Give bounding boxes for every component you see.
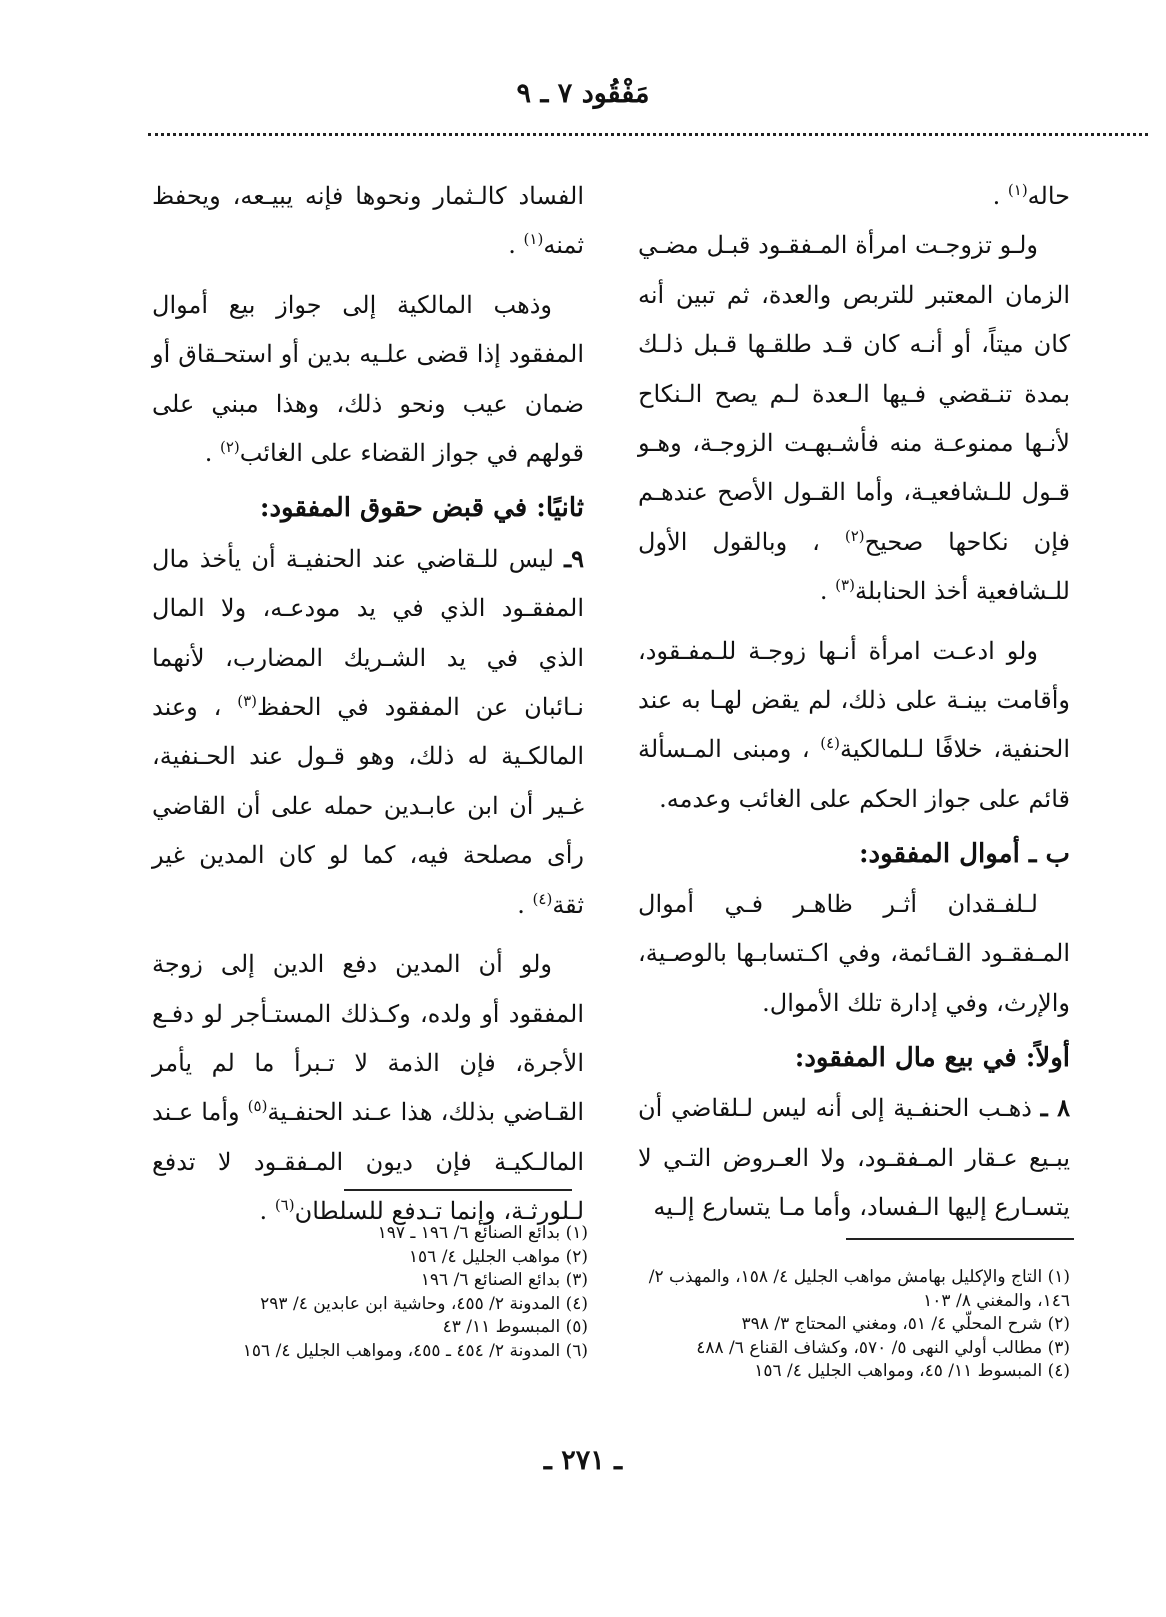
paragraph <box>152 172 584 271</box>
paragraph-text: وأما عـند المالـكيـة فإن ديون المـفقـود لا تدفع لـلورثـة، وإنما تـدفع للسلطان <box>152 1098 584 1226</box>
left-column <box>152 172 584 1237</box>
header-divider <box>148 133 1148 136</box>
paragraph-number: ٩ـ <box>564 543 584 573</box>
footnote-ref: (٤) <box>532 889 553 908</box>
paragraph: لـلفـقدان أثـر ظاهـر فـي أموال المـفقـود القـائمة، وفي اكـتسابـها بالوصـية، والإرث، وفي إدارة تلك الأموال. <box>638 889 1070 1017</box>
footnote-ref: (٤) <box>820 734 841 753</box>
footnote-ref: (٣) <box>835 576 855 595</box>
footnote: (٢) شرح المحلّي ٤/ ٥١، ومغني المحتاج ٣/ ٣٩٨ <box>741 1314 1070 1334</box>
footnote-divider <box>846 1238 1074 1240</box>
footnote-ref: (٦) <box>274 1196 295 1215</box>
page-number: ـ ٢٧١ ـ <box>543 1445 623 1476</box>
section-heading: ثانيًا: في قبض حقوق المفقود: <box>259 493 584 524</box>
paragraph-text: ، وبالقول الأول للـشافعية أخذ الحنابلة <box>638 527 1070 606</box>
footnote: (٣) بدائع الصنائع ٦/ ١٩٦ <box>420 1270 588 1290</box>
paragraph-end: . <box>259 1197 275 1226</box>
footnote: (١) بدائع الصنائع ٦/ ١٩٦ ـ ١٩٧ <box>377 1223 588 1243</box>
paragraph-text: ، ومبنى المـسألة قائم على جواز الحكم على الغائب وعدمه. <box>638 735 1070 813</box>
paragraph-text: ليس للـقاضي عند الحنفيـة أن يأخذ مال المفقـود الذي في يد مودعـه، ولا المال الذي في يد الشـريك المضارب، لأنهما نـائبان عن المفقود في الحفظ <box>152 544 584 722</box>
paragraph <box>638 221 1070 616</box>
paragraph <box>638 1083 1070 1232</box>
paragraph-text: وذهب المالكية إلى جواز بيع أموال المفقود إذا قضى علـيه بدين أو استحـقاق أو ضمان عيب ونحو ذلك، وهذا مبني على قولهم في جواز القضاء على الغائب <box>152 290 584 468</box>
footnote-ref: (٢) <box>844 526 865 545</box>
footnote: (١) التاج والإكليل بهامش مواهب الجليل ٤/ ١٥٨، والمهذب ٢/ ١٤٦، والمغني ٨/ ١٠٣ <box>648 1267 1070 1311</box>
paragraph-text: الفساد كالـثمار ونحوها فإنه يبيـعه، ويحفظ ثمنه <box>152 182 584 260</box>
paragraph-text: ولـو تزوجـت امرأة المـفقـود قبـل مضـي الزمان المعتبر للتربص والعدة، ثم تبين أنه كان ميتاً، أو أنـه كان قـد طلقـها قـبل ذلـك بمدة تنـقضي فـيها الـعدة لـم يصح الـنكاح لأنـها ممنوعـة منه فأشـبهـت الزوجـة، وهـو قـول للـشافعيـة، وأما القـول الأصح عندهـم فإن نكاحها صحيح <box>638 231 1070 556</box>
footnote: (٤) المدونة ٢/ ٤٥٥، وحاشية ابن عابدين ٤/ ٢٩٣ <box>260 1293 588 1314</box>
footnote-ref: (٥) <box>247 1097 268 1116</box>
paragraph-end: . <box>508 231 524 260</box>
paragraph-text: ولو أن المدين دفع الدين إلى زوجة المفقود أو ولده، وكـذلك المستـأجر لو دفـع الأجرة، فإن الذمة لا تـبرأ ما لم يأمر القـاضي بذلك، هذا عـند الحنفـية <box>152 950 584 1127</box>
section-heading: أولاً: في بيع مال المفقود: <box>794 1042 1070 1073</box>
footnotes-right <box>630 1266 1070 1384</box>
paragraph-end: . <box>819 577 836 606</box>
footnote: (٦) المدونة ٢/ ٤٥٤ ـ ٤٥٥، ومواهب الجليل ٤/ ١٥٦ <box>242 1340 588 1361</box>
paragraph-text: حاله <box>1027 182 1070 210</box>
footnote-ref: (٢) <box>219 438 240 457</box>
paragraph-end: . <box>992 182 1008 210</box>
section-heading: ب ـ أموال المفقود: <box>858 839 1070 870</box>
footnote: (٤) المبسوط ١١/ ٤٥، ومواهب الجليل ٤/ ١٥٦ <box>754 1361 1070 1381</box>
paragraph <box>152 281 584 479</box>
paragraph-end: . <box>204 439 220 468</box>
page-header: مَفْقُود ٧ ـ ٩ <box>516 78 650 109</box>
paragraph <box>638 627 1070 825</box>
footnote: (٥) المبسوط ١١/ ٤٣ <box>442 1317 588 1337</box>
paragraph-text: ولو ادعـت امرأة أنـها زوجـة للـمفـقود، وأقامت بينـة على ذلك، لم يقض لهـا به عند الحنفية، خلافًا لـلمالكية <box>638 636 1070 764</box>
footnote: (٢) مواهب الجليل ٤/ ١٥٦ <box>408 1246 588 1267</box>
footnote-ref: (١) <box>1007 181 1028 199</box>
paragraph <box>638 172 1070 221</box>
footnote-ref: (١) <box>523 230 544 249</box>
paragraph <box>152 940 584 1236</box>
right-column <box>638 172 1070 1233</box>
paragraph-end: . <box>517 890 533 919</box>
paragraph-number: ٨ ـ <box>1040 1093 1071 1123</box>
footnote-ref: (٣) <box>237 692 257 711</box>
paragraph-text: ذهـب الحنفـية إلى أنه ليس لـلقاضي أن يبـيع عـقار المـفقـود، ولا العـروض التـي لا يتسـارع إليها الـفساد، وأما مـا يتسارع إلـيه <box>638 1094 1070 1222</box>
paragraph-text: ، وعند المالكـية له ذلك، وهو قـول عند الحـنفية، غـير أن ابن عابـدين حمله على أن القاضي رأى مصلحة فيه، كما لو كان المدين غير ثقة <box>152 693 584 919</box>
footnotes-left <box>148 1222 588 1363</box>
paragraph <box>152 534 584 930</box>
footnote: (٣) مطالب أولي النهى ٥/ ٥٧٠، وكشاف القناع ٦/ ٤٨٨ <box>696 1337 1070 1358</box>
footnote-divider <box>344 1189 572 1191</box>
